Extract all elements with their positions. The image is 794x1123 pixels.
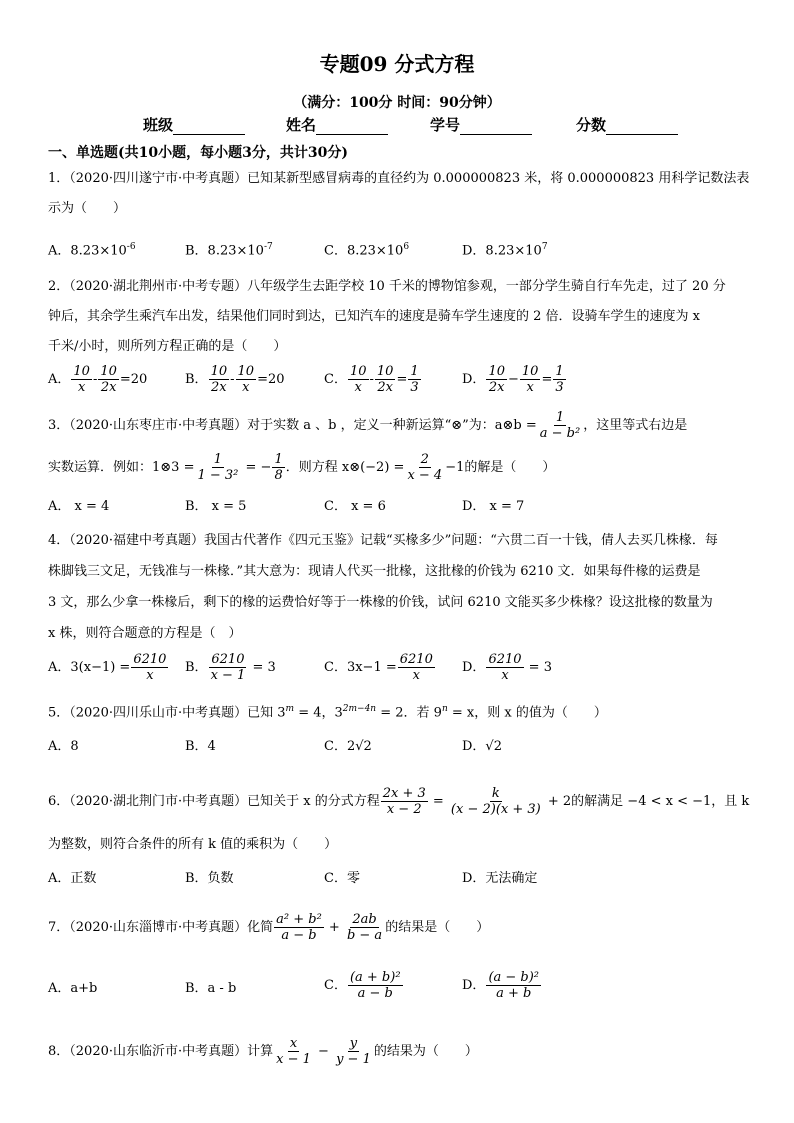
q7-option-d: D． $\frac{\text{(a − b)²}}{a + b}$ <box>462 970 540 1001</box>
q6-option-a: A．正数 <box>48 871 97 886</box>
question-3-stem: 3．（2020·山东枣庄市·中考真题）对于实数 a 、b ，定义一种新运算“⊗”为：a⊗b = $\frac{1}{\text{a − b²}}$ ，这里等式右边是 <box>48 410 688 441</box>
q2-option-b: B． $\frac{10}{2x}$ - $\frac{10}{x}$ =20 <box>185 364 285 395</box>
q4-option-c: C．3x−1 = $\frac{6210}{x}$ <box>324 652 433 683</box>
question-1-stem-cont: 示为（ ） <box>48 201 127 216</box>
q7-option-b: B．a - b <box>185 981 237 996</box>
q5-option-c: C．2√2 <box>324 739 372 754</box>
class-field: 班级 <box>143 114 245 135</box>
question-4-stem: 4．（2020·福建中考真题）我国古代著作《四元玉鉴》记载“买椽多少”问题：“六贯二百一十钱，倩人去买几株椽．每 <box>48 533 718 548</box>
q7-option-c: C． $\frac{\text{(a + b)²}}{a - b}$ <box>324 970 401 1001</box>
question-6-stem: 6．（2020·湖北荆门市·中考真题）已知关于 x 的分式方程 $\frac{2x + 3}{x - 2}$ = $\frac{k}{(x - 2)(x + 3)}$ + 2的解满足 −4 < x < −1，且 k <box>48 786 750 817</box>
q3-option-d: D． x = 7 <box>462 499 525 514</box>
q3-option-b: B． x = 5 <box>185 499 247 514</box>
q1-option-c: C．$8.23\times 10^6$ <box>324 242 410 259</box>
q6-option-d: D．无法确定 <box>462 871 538 886</box>
q2-option-c: C． $\frac{10}{x}$ - $\frac{10}{2x}$ = $\frac{1}{3}$ <box>324 364 419 395</box>
q4-option-d: D． $\frac{6210}{x}$ = 3 <box>462 652 552 683</box>
question-2-stem-cont2: 千米/小时，则所列方程正确的是（ ） <box>48 339 287 354</box>
question-4-stem-cont3: x 株，则符合题意的方程是（ ） <box>48 626 242 641</box>
q5-option-d: D．√2 <box>462 739 502 754</box>
q1-option-b: B．$8.23\times 10^{-7}$ <box>185 242 273 259</box>
q3-option-c: C． x = 6 <box>324 499 386 514</box>
question-6-stem-cont: 为整数，则符合条件的所有 k 值的乘积为（ ） <box>48 837 338 852</box>
question-2-stem-cont: 钟后，其余学生乘汽车出发，结果他们同时到达，已知汽车的速度是骑车学生速度的 2 倍．设骑车学生的速度为 x <box>48 309 701 324</box>
q5-option-a: A．8 <box>48 739 79 754</box>
question-4-stem-cont2: 3 文，那么少拿一株椽后，剩下的椽的运费恰好等于一株椽的价钱，试问 6210 文能买多少株椽？设这批椽的数量为 <box>48 595 713 610</box>
q7-option-a: A．a+b <box>48 981 98 996</box>
q4-option-b: B． $\frac{6210}{x - 1}$ = 3 <box>185 652 276 683</box>
question-2-stem: 2．（2020·湖北荆州市·中考专题）八年级学生去距学校 10 千米的博物馆参观，一部分学生骑自行车先走，过了 20 分 <box>48 279 726 294</box>
q2-option-a: A． $\frac{10}{x}$ - $\frac{10}{2x}$ =20 <box>48 364 148 395</box>
question-7-stem: 7．（2020·山东淄博市·中考真题）化简 $\frac{\text{a² + b²}}{a - b}$ + $\frac{2ab}{b - a}$ 的结果是（ ） <box>48 912 490 943</box>
q3-option-a: A． x = 4 <box>48 499 110 514</box>
section-heading: 一、单选题(共10小题，每小题3分，共计30分) <box>48 145 348 161</box>
student-id-field: 学号 <box>430 114 532 135</box>
q1-option-d: D．$8.23\times 10^7$ <box>462 242 548 259</box>
q4-option-a: A．3(x−1) = $\frac{6210}{x}$ <box>48 652 167 683</box>
q1-option-a: A．$8.23\times 10^{-6}$ <box>48 242 136 259</box>
question-1-stem: 1．（2020·四川遂宁市·中考真题）已知某新型感冒病毒的直径约为 0.000000823 米，将 0.000000823 用科学记数法表 <box>48 171 750 186</box>
q6-option-b: B．负数 <box>185 871 234 886</box>
q2-option-d: D． $\frac{10}{2x}$ − $\frac{10}{x}$ = $\frac{1}{3}$ <box>462 364 564 395</box>
page-title: 专题09 分式方程 <box>319 52 475 76</box>
name-field: 姓名 <box>286 114 388 135</box>
question-5-stem: 5．（2020·四川乐山市·中考真题）已知 $3^m = 4$，$3^{2m-4n} = 2$．若 $9^n = x$，则 x 的值为（ ） <box>48 704 607 721</box>
question-4-stem-cont: 株脚钱三文足，无钱准与一株椽．”其大意为：现请人代买一批椽，这批椽的价钱为 6210 文．如果每件椽的运费是 <box>48 564 701 579</box>
score-field: 分数 <box>576 114 678 135</box>
q6-option-c: C．零 <box>324 871 360 886</box>
exam-subtitle: （满分：100分 时间：90分钟） <box>293 95 501 111</box>
question-8-stem: 8．（2020·山东临沂市·中考真题）计算 $\frac{x}{x - 1}$ − $\frac{y}{y - 1}$ 的结果为（ ） <box>48 1036 478 1067</box>
q5-option-b: B．4 <box>185 739 216 754</box>
question-3-stem-cont: 实数运算．例如：1⊗3 = $\frac{1}{\text{1 − 3²}}$ = − $\frac{1}{8}$ ．则方程 x⊗(−2) = $\frac{2}{x - 4}$ −1的解是（ ） <box>48 452 556 483</box>
